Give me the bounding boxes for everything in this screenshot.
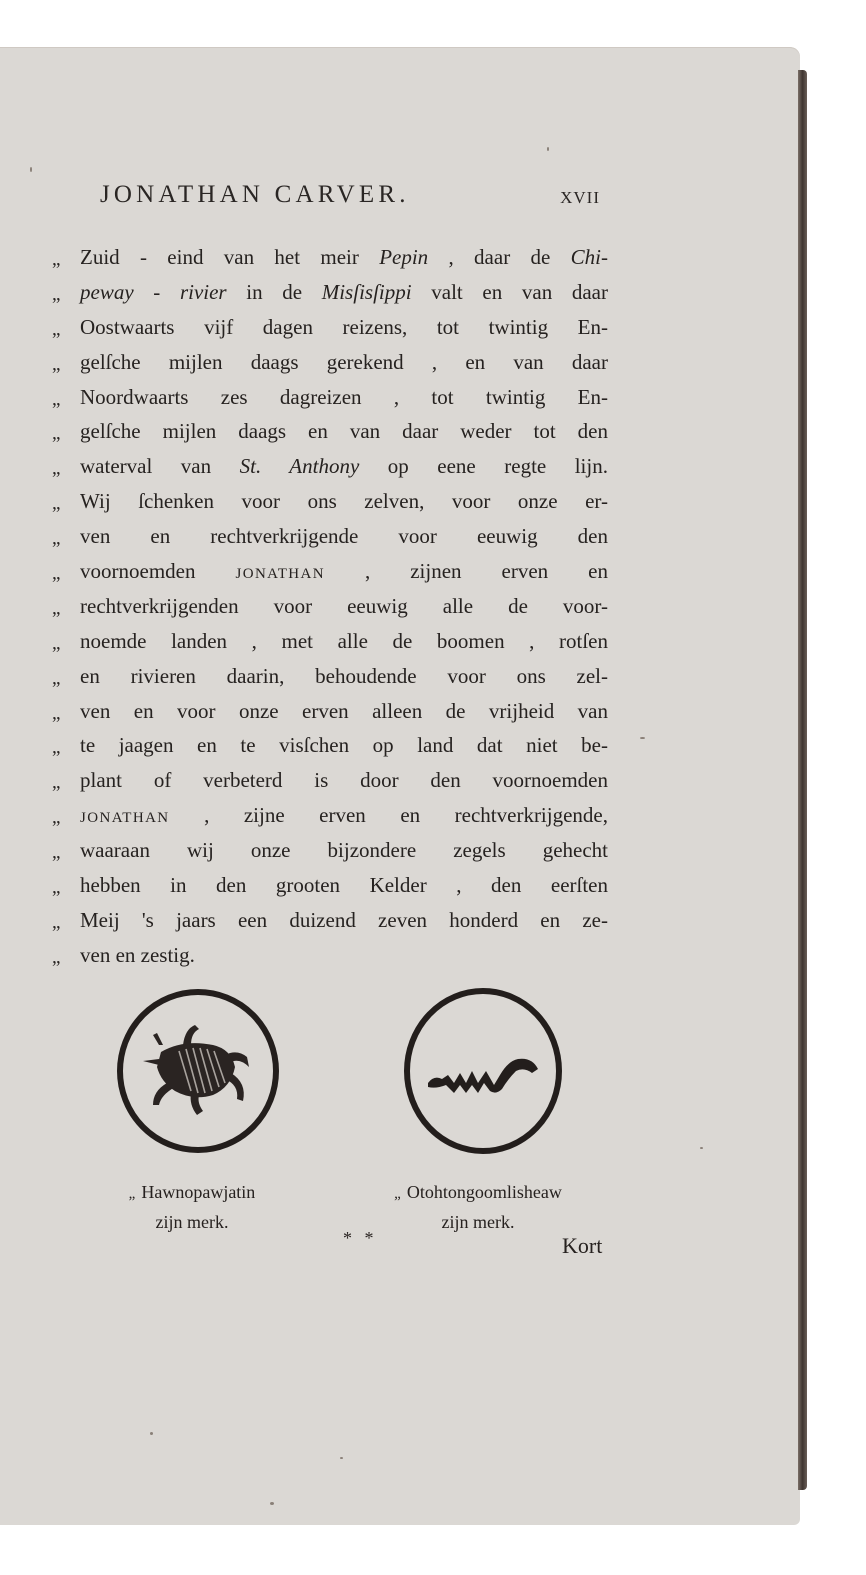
text-run: Meij 's jaars een duizend zeven honderd en ze- bbox=[80, 907, 608, 932]
quote-mark: „ bbox=[52, 388, 60, 410]
text-line bbox=[52, 938, 608, 973]
line-text bbox=[80, 868, 608, 903]
page-number: XVII bbox=[560, 188, 600, 207]
text-line bbox=[52, 380, 608, 415]
running-head bbox=[100, 181, 600, 221]
text-line bbox=[52, 903, 608, 938]
quote-mark: „ bbox=[52, 528, 60, 550]
italic-text: Pepin bbox=[379, 245, 429, 269]
line-text bbox=[80, 519, 608, 554]
quote-mark: „ bbox=[52, 911, 60, 933]
page-edge bbox=[798, 70, 807, 1490]
mark-caption-1 bbox=[92, 1178, 292, 1236]
text-line bbox=[52, 624, 608, 659]
text-line bbox=[52, 484, 608, 519]
mark-suffix: zijn merk. bbox=[441, 1212, 515, 1232]
body-text bbox=[52, 240, 608, 973]
line-text bbox=[80, 728, 608, 763]
signature-mark: * * bbox=[343, 1228, 378, 1248]
quote-mark: „ bbox=[52, 563, 60, 585]
mark-name: Hawnopawjatin bbox=[141, 1182, 256, 1202]
line-text bbox=[80, 798, 608, 836]
text-line bbox=[52, 310, 608, 345]
italic-text: Chi- bbox=[570, 245, 608, 269]
quote-mark: „ bbox=[52, 946, 60, 968]
italic-text: St. Anthony bbox=[239, 454, 360, 479]
quote-mark: „ bbox=[52, 667, 60, 689]
snake-mark-icon bbox=[400, 987, 570, 1157]
line-text bbox=[80, 414, 608, 449]
text-run: gelſche mijlen daags en van daar weder tot den bbox=[80, 419, 608, 444]
text-line bbox=[52, 589, 608, 624]
line-text bbox=[80, 554, 608, 592]
text-run: waterval van bbox=[80, 454, 240, 479]
quote-mark: „ bbox=[52, 807, 60, 829]
line-text bbox=[80, 659, 608, 694]
mark-suffix: zijn merk. bbox=[155, 1212, 229, 1232]
line-text bbox=[80, 833, 608, 868]
quote-mark: „ bbox=[52, 632, 60, 654]
text-line bbox=[52, 763, 608, 798]
quote-mark: „ bbox=[394, 1186, 401, 1202]
quote-mark: „ bbox=[52, 737, 60, 759]
text-run: rechtverkrijgenden voor eeuwig alle de voor- bbox=[80, 593, 608, 618]
line-text bbox=[80, 624, 608, 659]
mark-name: Otohtongoomlisheaw bbox=[406, 1182, 562, 1202]
line-text bbox=[80, 938, 608, 973]
line-text bbox=[80, 589, 608, 624]
text-line bbox=[52, 519, 608, 554]
quote-mark: „ bbox=[52, 318, 60, 340]
text-run: Noordwaarts zes dagreizen , tot twintig En- bbox=[80, 384, 608, 409]
quote-mark: „ bbox=[52, 283, 60, 305]
text-line bbox=[52, 659, 608, 694]
line-text bbox=[80, 240, 608, 275]
quote-mark: „ bbox=[52, 249, 60, 270]
line-text bbox=[80, 484, 608, 519]
text-run: ven en rechtverkrijgende voor eeuwig den bbox=[80, 524, 608, 549]
text-run: waaraan wij onze bijzondere zegels gehecht bbox=[80, 838, 608, 863]
quote-mark: „ bbox=[52, 423, 60, 445]
text-run: op eene regte lijn. bbox=[359, 454, 608, 479]
text-line bbox=[52, 798, 608, 833]
small-caps-text: JONATHAN bbox=[235, 566, 326, 583]
quote-mark: „ bbox=[52, 493, 60, 515]
line-text bbox=[80, 694, 608, 729]
quote-mark: „ bbox=[52, 597, 60, 619]
text-run: Wij ſchenken voor ons zelven, voor onze er- bbox=[80, 489, 608, 514]
line-text bbox=[80, 449, 608, 484]
quote-mark: „ bbox=[52, 353, 60, 375]
text-line bbox=[52, 833, 608, 868]
text-run: Zuid - eind van het meir bbox=[80, 245, 380, 269]
quote-mark: „ bbox=[52, 702, 60, 724]
line-text bbox=[80, 310, 608, 345]
line-text bbox=[80, 380, 608, 415]
text-run: , zijnen erven en bbox=[325, 559, 608, 584]
text-run: hebben in den grooten Kelder , den eerſten bbox=[80, 873, 608, 898]
quote-mark: „ bbox=[52, 842, 60, 864]
text-run: ven en zestig. bbox=[80, 942, 195, 967]
line-text bbox=[80, 275, 608, 310]
quote-mark: „ bbox=[52, 458, 60, 480]
running-title: JONATHAN CARVER. bbox=[100, 181, 410, 208]
text-line bbox=[52, 414, 608, 449]
quote-mark: „ bbox=[52, 877, 60, 899]
text-line bbox=[52, 728, 608, 763]
text-run: voornoemden bbox=[80, 559, 236, 584]
text-run: valt en van daar bbox=[411, 279, 608, 304]
text-line bbox=[52, 554, 608, 589]
line-text bbox=[80, 345, 608, 380]
small-caps-text: JONATHAN bbox=[80, 810, 170, 827]
quote-mark: „ bbox=[52, 772, 60, 794]
text-run: noemde landen , met alle de boomen , rotſen bbox=[80, 628, 608, 653]
text-run: en rivieren daarin, behoudende voor ons zel- bbox=[80, 663, 608, 688]
text-line bbox=[52, 694, 608, 729]
text-run: , zijne erven en rechtverkrijgende, bbox=[169, 803, 608, 828]
text-line bbox=[52, 240, 608, 275]
italic-text: peway - rivier bbox=[80, 279, 227, 304]
text-run: ven en voor onze erven alleen de vrijheid van bbox=[80, 698, 608, 723]
quote-mark: „ bbox=[128, 1186, 136, 1202]
italic-text: Misſisſippi bbox=[321, 279, 412, 304]
turtle-mark-icon bbox=[113, 987, 283, 1157]
text-run: Oostwaarts vijf dagen reizens, tot twintig En- bbox=[80, 314, 608, 339]
text-line bbox=[52, 345, 608, 380]
text-run: in de bbox=[226, 279, 322, 304]
text-run: te jaagen en te visſchen op land dat niet be- bbox=[80, 733, 608, 758]
mark-caption-2 bbox=[343, 1178, 613, 1236]
text-line bbox=[52, 275, 608, 310]
catchword: Kort bbox=[562, 1233, 603, 1258]
text-run: plant of verbeterd is door den voornoemden bbox=[80, 768, 608, 793]
text-line bbox=[52, 868, 608, 903]
line-text bbox=[80, 763, 608, 798]
text-run: , daar de bbox=[428, 245, 571, 269]
text-line bbox=[52, 449, 608, 484]
line-text bbox=[80, 903, 608, 938]
text-run: gelſche mijlen daags gerekend , en van daar bbox=[80, 349, 608, 374]
